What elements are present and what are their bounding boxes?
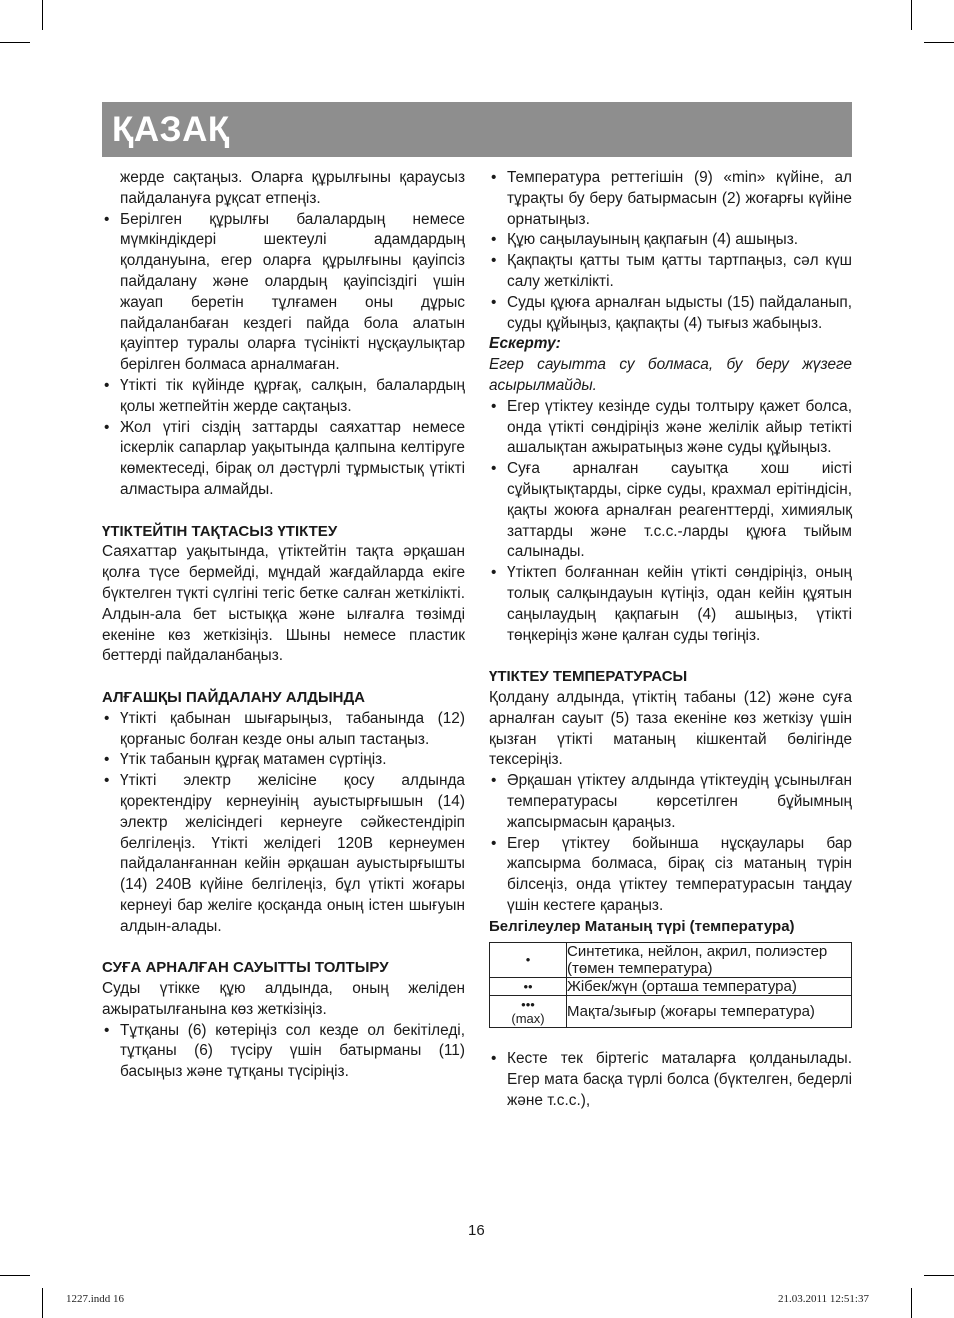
fabric-label: Жібек/жүн (орташа температура) — [567, 978, 797, 996]
table-title: Белгілеулер Матаның түрі (температура) — [489, 917, 795, 935]
left-column — [102, 168, 465, 1083]
table-row — [490, 943, 852, 978]
page-number: 16 — [468, 1222, 485, 1239]
list-item: • Егер үтіктеу бойынша нұсқаулары бар жапсырма болмаса, бірақ сіз матаның түрін білсеңіз, онда үтіктеу температурасын таңдау үшін кестеге қараңыз. — [489, 834, 852, 917]
print-slug-date: 21.03.2011 12:51:37 — [778, 1293, 869, 1305]
list-item: • Үтікті қабынан шығарыңыз, табанында (12) қорғаныс болған кезде оны алып тастаңыз. — [102, 709, 465, 751]
section-paragraph: Саяхаттар уақытында, үтіктейтін тақта әрқашан қолға түсе бермейді, мұндай жағдайларда екіге бүктелген түкті сүлгіні тегіс бетке салған жеткілікті. Алдын-ала бет ыстыққа және ылғалға төзімді екеніне көз жеткізіңіз. Шыны немесе пластик беттерді пайдаланбаңыз. — [102, 543, 465, 665]
print-slug-file: 1227.indd 16 — [66, 1293, 125, 1305]
language-title: ҚАЗАҚ — [112, 110, 230, 149]
max-label: (max) — [511, 1010, 545, 1026]
fabric-cell — [567, 978, 852, 996]
right-column — [489, 168, 852, 1112]
crop-mark — [924, 42, 954, 43]
list-item: • Құю саңылауының қақпағын (4) ашыңыз. — [489, 230, 852, 251]
section-paragraph: Қолдану алдында, үтіктің табаны (12) және суға арналған сауыт (5) таза екеніне көз жеткізу үшін қызған үтікті матаның кішкентай бөлігінде тексеріңіз. — [489, 688, 852, 769]
temperature-table — [489, 942, 852, 1028]
crop-mark — [0, 42, 30, 43]
list-item: • Егер үтіктеу кезінде суды толтыру қажет болса, онда үтікті сөндіріңіз және желілік айыр тетікті ашалықтан ажыратыңыз және суды құйыңыз. — [489, 397, 852, 459]
language-header-band — [102, 102, 852, 157]
list-item: • Кесте тек біртегіс маталарға қолданылады. Егер мата басқа түрлі болса (бүктелген, бедерлі және т.с.с.), — [489, 1049, 852, 1111]
crop-mark — [911, 0, 912, 30]
list-item: • Үтікті тік күйінде құрғақ, салқын, балалардың қолы жетпейтін жерде сақтаңыз. — [102, 376, 465, 418]
symbol-cell — [490, 996, 567, 1028]
section-heading: СУҒА АРНАЛҒАН САУЫТТЫ ТОЛТЫРУ — [102, 959, 389, 977]
note-text: Егер сауытта су болмаса, бу беру жүзеге асырылмайды. — [489, 356, 852, 394]
crop-mark — [42, 0, 43, 30]
crop-mark — [0, 1275, 30, 1276]
table-row — [490, 978, 852, 996]
list-item: • Үтіктеп болғаннан кейін үтікті сөндіріңіз, оның толық салқындауын күтіңіз, одан кейін құятын саңылаудың қақпағын (4) ашыңыз, үтікті төңкеріңіз және қалған суды төгіңіз. — [489, 563, 852, 646]
symbol-cell — [490, 943, 567, 978]
fabric-cell — [567, 996, 852, 1028]
list-item: • Тұтқаны (6) көтеріңіз сол кезде ол бекітіледі, тұтқаны (6) түсіру үшін батырманы (11) басыңыз және тұтқаны түсіріңіз. — [102, 1021, 465, 1083]
fabric-label: Синтетика, нейлон, акрил, полиэстер (төмен температура) — [567, 943, 828, 978]
fabric-cell — [567, 943, 852, 978]
note-title: Ескерту: — [489, 335, 561, 353]
fabric-label: Мақта/зығыр (жоғары температура) — [567, 1003, 815, 1021]
continued-paragraph: жерде сақтаңыз. Оларға құрылғыны қараусыз пайдалануға рұқсат етпеңіз. — [120, 169, 465, 207]
table-row — [490, 996, 852, 1028]
dot-symbol: •• — [523, 978, 533, 994]
dot-symbol: • — [525, 952, 531, 968]
list-item: • Жол үтігі сіздің заттарды саяхаттар немесе іскерлік сапарлар уақытында қалпына келтіруге көмектеседі, бірақ ол дәстүрлі тұрмыстық үтікті алмастыра алмайды. — [102, 418, 465, 501]
section-paragraph: Суды үтікке құю алдында, оның желіден ажыратылғанына көз жеткізіңіз. — [102, 980, 465, 1018]
list-item: • Температура реттегішін (9) «min» күйіне, ал тұрақты бу беру батырмасын (2) жоғарғы күйіне орнатыңыз. — [489, 168, 852, 230]
list-item: • Әрқашан үтіктеу алдында үтіктеудің ұсынылған температурасы көрсетілген бұйымның жапсырмасын қараңыз. — [489, 771, 852, 833]
dot-symbol: ••• — [521, 996, 535, 1012]
list-item: • Қақпақты қатты тым қатты тартпаңыз, сәл күш салу жеткілікті. — [489, 251, 852, 293]
list-item: • Суға арналған сауытқа хош иісті сұйықтықтарды, сірке суды, крахмал ерітіндісін, қақты жоюға арналған реагенттерді, химиялық заттарды және т.с.с.-ларды құюға тыйым салынады. — [489, 459, 852, 563]
list-item: • Үтікті электр желісіне қосу алдында қоректендіру кернеуінің ауыстырғышын (14) электр желісіндегі кернеуге сәйкестендіріп белгілеңіз. Үтікті желідегі 120В кернеумен пайдаланғаннан кейін әрқашан ауыстырғышты (14) 240В күйіне белгілеңіз, бұл үтікті жоғары кернеуі бар желіге қосқанда оның істен шығуын алдын-алады. — [102, 771, 465, 937]
list-item: • Суды құюға арналған ыдысты (15) пайдаланып, суды құйыңыз, қақпақты (4) тығыз жабыңыз. — [489, 293, 852, 335]
section-heading: ҮТІКТЕУ ТЕМПЕРАТУРАСЫ — [489, 668, 688, 686]
section-heading: АЛҒАШҚЫ ПАЙДАЛАНУ АЛДЫНДА — [102, 688, 366, 706]
crop-mark — [911, 1288, 912, 1318]
list-item: • Берілген құрылғы балалардың немесе мүмкіндікдері шектеулі адамдардың қолдануына, егер оларға құрылғыны қауіпсіз пайдалану және олардың қауіпсіздігі үшін жауап беретін тұлғамен оны дұрыс пайдаланбаған кездегі пайда бола алатын қауіптер туралы оларға түсінікті нұсқаулықтар берілген болмаса арналмаған. — [102, 210, 465, 376]
crop-mark — [924, 1275, 954, 1276]
crop-mark — [42, 1288, 43, 1318]
list-item: • Үтік табанын құрғақ матамен сүртіңіз. — [102, 750, 465, 771]
section-heading: ҮТІКТЕЙТІН ТАҚТАСЫЗ ҮТІКТЕУ — [102, 522, 338, 540]
symbol-cell — [490, 978, 567, 996]
